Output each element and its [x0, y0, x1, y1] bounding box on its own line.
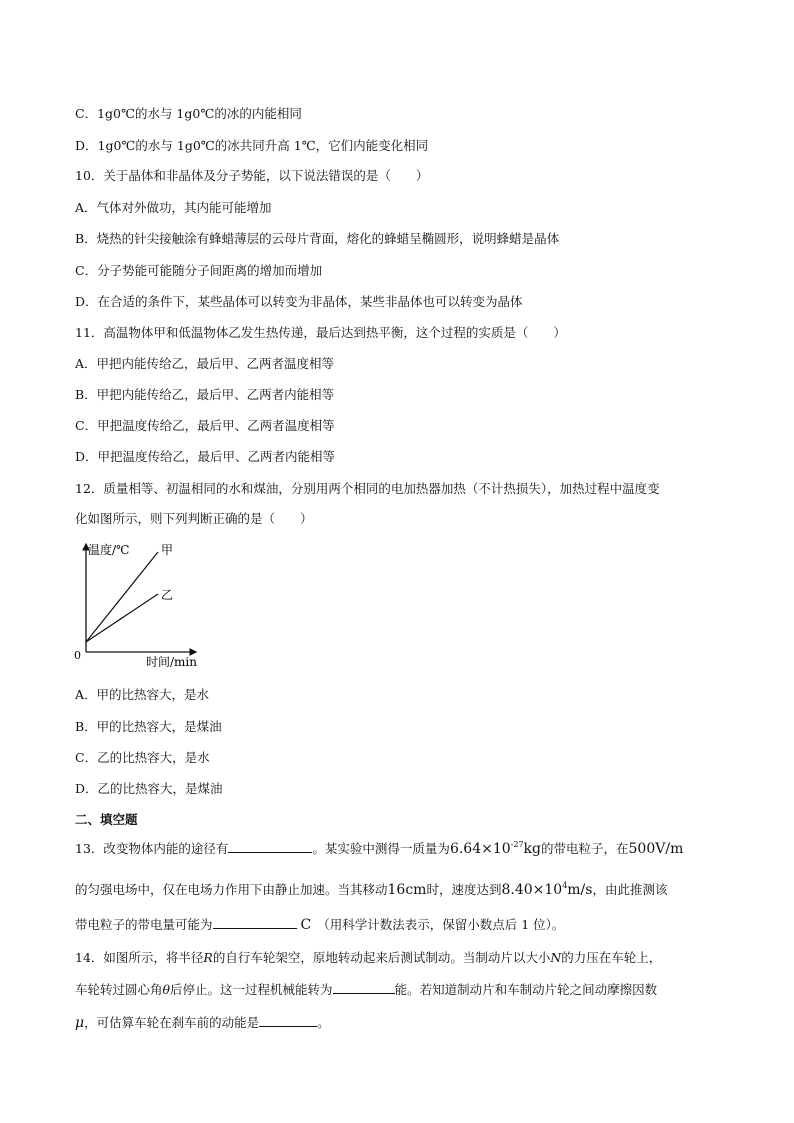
question-11-option-b: B．甲把内能传给乙，最后甲、乙两者内能相等 [75, 387, 335, 402]
answer-blank-4[interactable] [259, 1014, 317, 1027]
question-14-line2: 车轮转过圆心角θ后停止。这一过程机械能转为 能。若知道制动片和车制动片轮之间动摩擦因数 [75, 982, 658, 997]
question-10-option-d: D．在合适的条件下，某些晶体可以转变为非晶体，某些非晶体也可以转变为晶体 [75, 294, 523, 309]
question-13-line2: 的匀强电场中，仅在电场力作用下由静止加速。当其移动16cm时，速度达到$8.40\times 10^4m/s$，由此推测该 [75, 881, 668, 898]
question-10-stem: 10．关于晶体和非晶体及分子势能，以下说法错误的是（ ） [75, 168, 429, 183]
question-12-option-d: D．乙的比热容大，是煤油 [75, 781, 223, 796]
series-label-1: 乙 [161, 588, 174, 602]
series-line-0 [86, 552, 158, 642]
answer-blank-1[interactable] [228, 840, 312, 853]
answer-blank-2[interactable] [213, 916, 297, 929]
origin-label: 0 [74, 649, 81, 662]
y-axis-label: 温度/℃ [88, 543, 130, 557]
question-12-option-c: C．乙的比热容大，是水 [75, 750, 210, 765]
question-13-line3: 带电粒子的带电量可能为 C （用科学计数法表示，保留小数点后 1 位）。 [75, 917, 565, 933]
answer-blank-3[interactable] [333, 981, 395, 994]
question-14-line1: 14．如图所示，将半径R的自行车轮架空，原地转动起来后测试制动。当制动片以大小N的力压在车轮上， [75, 950, 662, 965]
question-12-option-b: B．甲的比热容大，是煤油 [75, 719, 222, 734]
x-axis-label: 时间/min [146, 655, 197, 669]
question-13-line1: 13．改变物体内能的途径有 。某实验中测得一质量为$6.64\times 10^{-27}kg$的带电粒子，在500V/m [75, 840, 684, 857]
question-11-option-c: C．甲把温度传给乙，最后甲、乙两者温度相等 [75, 418, 335, 433]
option-d-prev: D．1g0℃的水与 1g0℃的冰共同升高 1℃，它们内能变化相同 [75, 138, 429, 153]
series-line-1 [86, 594, 158, 642]
question-11-option-d: D．甲把温度传给乙，最后甲、乙两者内能相等 [75, 449, 336, 464]
question-12-stem-line1: 12．质量相等、初温相同的水和煤油，分别用两个相同的电加热器加热（不计热损失），加热过程中温度变 [75, 481, 660, 496]
question-10-option-b: B．烧热的针尖接触涂有蜂蜡薄层的云母片背面，熔化的蜂蜡呈椭圆形，说明蜂蜡是晶体 [75, 231, 560, 246]
series-label-0: 甲 [161, 543, 174, 557]
question-11-stem: 11．高温物体甲和低温物体乙发生热传递，最后达到热平衡，这个过程的实质是（ ） [75, 325, 566, 340]
temperature-time-chart [70, 538, 200, 670]
question-10-option-a: A．气体对外做功，其内能可能增加 [75, 200, 272, 215]
question-12-stem-line2: 化如图所示，则下列判断正确的是（ ） [75, 511, 313, 526]
question-11-option-a: A．甲把内能传给乙，最后甲、乙两者温度相等 [75, 356, 335, 371]
question-10-option-c: C．分子势能可能随分子间距离的增加而增加 [75, 263, 323, 278]
question-14-line3: μ，可估算车轮在刹车前的动能是 。 [75, 1015, 330, 1031]
question-12-option-a: A．甲的比热容大，是水 [75, 687, 210, 702]
section-title: 二、填空题 [75, 812, 138, 827]
option-c-prev: C．1g0℃的水与 1g0℃的冰的内能相同 [75, 106, 302, 121]
